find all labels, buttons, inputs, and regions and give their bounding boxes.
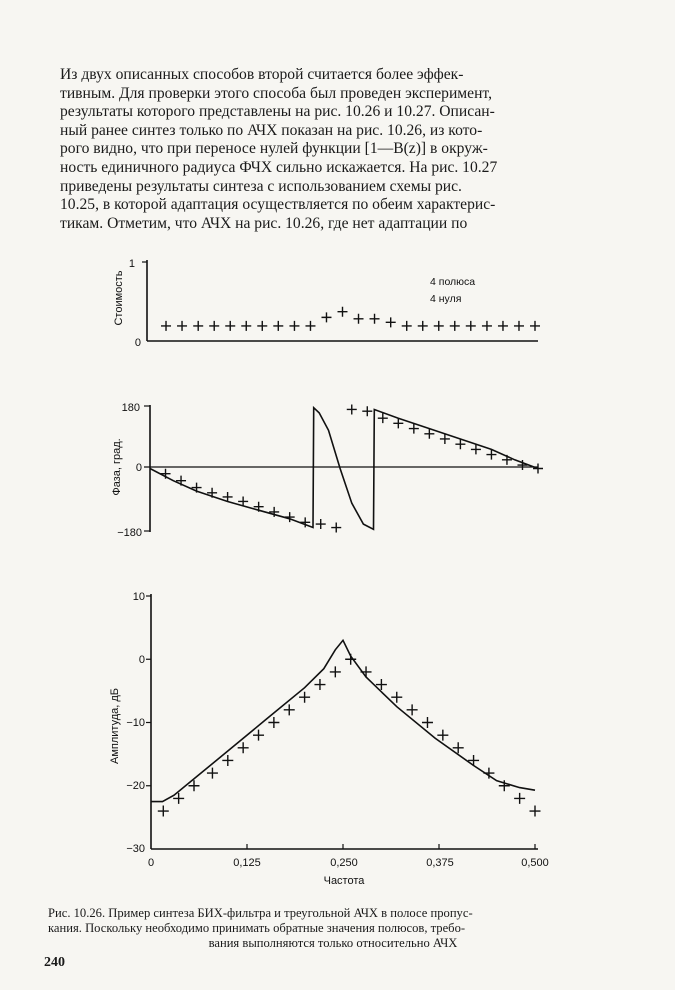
amplitude-point: [530, 806, 541, 817]
amplitude-point: [345, 654, 356, 665]
amplitude-point: [514, 793, 525, 804]
cost-point: [161, 321, 171, 331]
amplitude-point: [158, 806, 169, 817]
amplitude-xtick-label: 0,375: [426, 857, 454, 869]
amplitude-point: [314, 679, 325, 690]
cost-point: [225, 321, 235, 331]
cost-point: [177, 321, 187, 331]
cost-point: [321, 312, 331, 322]
amplitude-point: [284, 704, 295, 715]
phase-ytick-label: 180: [121, 402, 140, 414]
amplitude-point: [330, 666, 341, 677]
amplitude-xlabel: Частота: [323, 875, 365, 887]
figure-caption: [48, 906, 618, 951]
phase-point: [192, 483, 202, 493]
cost-point: [338, 307, 348, 317]
amplitude-ytick-label: −10: [126, 717, 145, 729]
caption-line: вания выполняются только относительно АЧХ: [208, 936, 458, 950]
amplitude-xtick-label: 0,500: [521, 857, 549, 869]
cost-point: [498, 321, 508, 331]
cost-markers: [161, 307, 540, 331]
cost-point: [193, 321, 203, 331]
phase-point: [176, 476, 186, 486]
amplitude-ytick-label: 0: [138, 654, 145, 666]
paragraph-line: ность единичного радиуса ФЧХ сильно искажается. На рис. 10.27: [60, 158, 498, 176]
paragraph-line: рого видно, что при переносе нулей функции [1—B(z)] в окруж-: [60, 140, 488, 158]
phase-point: [316, 519, 326, 529]
amplitude-point: [299, 692, 310, 703]
phase-point: [161, 469, 171, 479]
paragraph-line: результаты которого представлены на рис. 10.26 и 10.27. Описан-: [60, 103, 495, 121]
amplitude-point: [483, 768, 494, 779]
amplitude-markers: [158, 654, 541, 817]
cost-point: [482, 321, 492, 331]
cost-chart: [113, 258, 540, 349]
phase-markers: [161, 404, 543, 532]
phase-point: [502, 455, 512, 465]
cost-annotation-poles: 4 полюса: [430, 276, 476, 288]
cost-ylabel: Стоимость: [113, 270, 125, 326]
amplitude-xticks: [247, 844, 535, 849]
amplitude-point: [391, 692, 402, 703]
cost-point: [305, 321, 315, 331]
cost-point: [289, 321, 299, 331]
amplitude-point: [238, 742, 249, 753]
amplitude-point: [207, 768, 218, 779]
amplitude-point: [407, 704, 418, 715]
paragraph-line: тивным. Для проверки этого способа был проведен эксперимент,: [60, 84, 492, 102]
phase-point: [533, 464, 543, 474]
cost-ytick-label: 1: [128, 258, 135, 270]
phase-curve: [150, 408, 538, 530]
paragraph-line: тикам. Отметим, что АЧХ на рис. 10.26, где нет адаптации по: [60, 214, 468, 232]
cost-point: [241, 321, 251, 331]
paragraph-line: ный ранее синтез только по АЧХ показан на рис. 10.26, из кото-: [60, 121, 483, 139]
amplitude-ytick-label: 10: [132, 591, 145, 603]
phase-point: [207, 488, 217, 498]
amplitude-ytick-label: −30: [126, 843, 145, 855]
cost-point: [514, 321, 524, 331]
cost-point: [386, 317, 396, 327]
phase-point: [254, 502, 264, 512]
cost-point: [257, 321, 267, 331]
cost-point: [530, 321, 540, 331]
amplitude-curve: [151, 640, 535, 801]
cost-ytick-label: 0: [134, 337, 141, 349]
phase-ylabel: Фаза, град.: [111, 438, 123, 496]
cost-point: [370, 314, 380, 324]
amplitude-chart: [109, 591, 549, 887]
phase-point: [331, 523, 341, 533]
amplitude-xtick-label: 0,250: [330, 857, 358, 869]
cost-point: [434, 321, 444, 331]
phase-ytick-label: 0: [135, 462, 142, 474]
amplitude-point: [222, 755, 233, 766]
page-number: 240: [44, 955, 65, 970]
amplitude-point: [437, 730, 448, 741]
amplitude-point: [253, 730, 264, 741]
caption-line: кания. Поскольку необходимо принимать обратные значения полюсов, требо-: [48, 921, 466, 935]
cost-point: [209, 321, 219, 331]
amplitude-point: [361, 666, 372, 677]
phase-point: [362, 406, 372, 416]
cost-point: [354, 314, 364, 324]
amplitude-point: [422, 717, 433, 728]
cost-point: [466, 321, 476, 331]
cost-point: [450, 321, 460, 331]
amplitude-point: [268, 717, 279, 728]
phase-ytick-label: −180: [117, 527, 142, 539]
phase-point: [347, 404, 357, 414]
cost-annotation-zeros: 4 нуля: [430, 293, 462, 305]
amplitude-xtick-label: 0: [147, 857, 155, 869]
paragraph-line: 10.25, в которой адаптация осуществляется по обеим характерис-: [60, 196, 496, 214]
phase-chart: [111, 402, 543, 539]
paragraph-line: Из двух описанных способов второй считается более эффек-: [60, 66, 464, 83]
amplitude-ytick-label: −20: [126, 780, 145, 792]
amplitude-ylabel: Амплитуда, дБ: [109, 687, 121, 765]
cost-point: [273, 321, 283, 331]
paragraph-line: приведены результаты синтеза с использованием схемы рис.: [60, 177, 462, 195]
amplitude-point: [468, 755, 479, 766]
caption-line: Рис. 10.26. Пример синтеза БИХ-фильтра и треугольной АЧХ в полосе пропус-: [48, 906, 473, 920]
cost-point: [402, 321, 412, 331]
cost-point: [418, 321, 428, 331]
amplitude-xtick-label: 0,125: [233, 857, 261, 869]
